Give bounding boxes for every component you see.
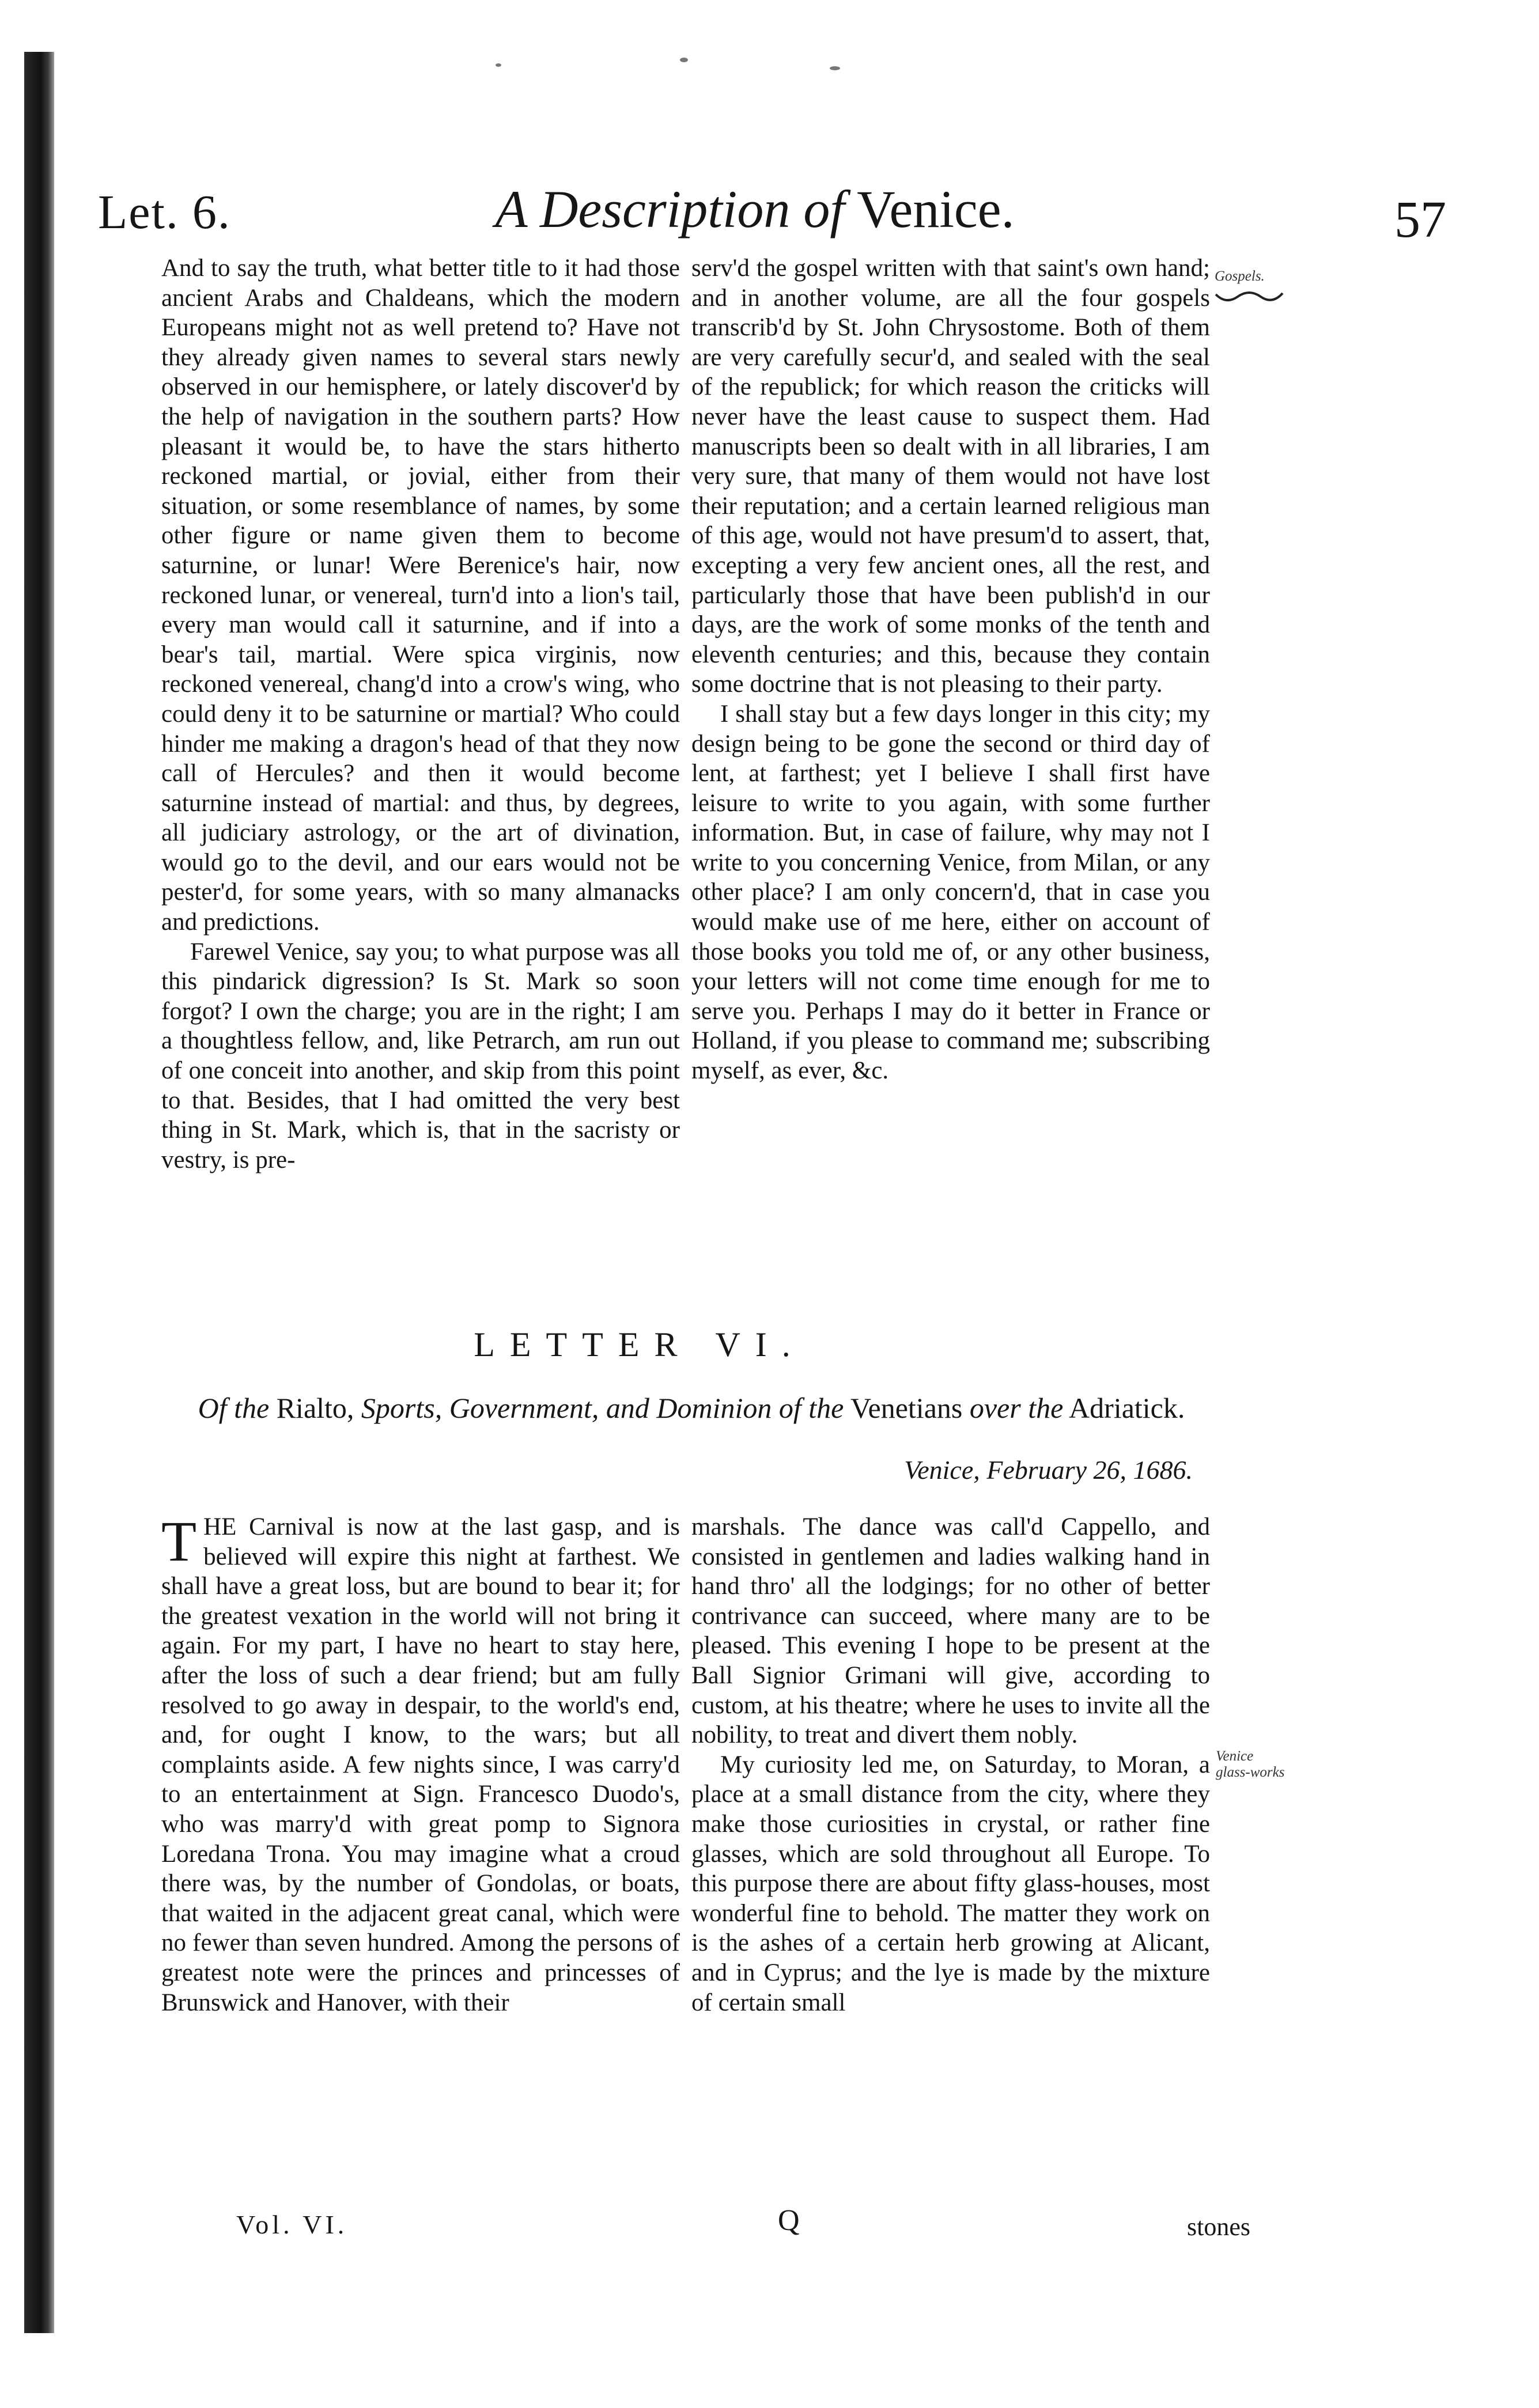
subject-part: Of the [198, 1392, 270, 1424]
paragraph: serv'd the gospel written with that saint's own hand; and in another volume, are all the four gospels transcrib'd by St. John Chrysostome. Both of them are very carefully secur'd, and sealed with the seal of the republick; for which reason the criticks will never have the least cause to suspect them. Had manuscripts been so dealt with in all libraries, I am very sure, that many of them would not have lost their reputation; and a certain learned religious man of this age, would not have presum'd to assert, that, excepting a very few ancient ones, all the rest, and particularly those that have been publish'd in our days, are the work of some monks of the tenth and eleventh centuries; and this, because they contain some doctrine that is not pleasing to their party. [691, 255, 1210, 698]
footer-signature: Q [778, 2204, 800, 2237]
subject-part: Sports, Government, and Dominion of the [361, 1392, 844, 1424]
page-number: 57 [1394, 191, 1446, 248]
margin-note-gospels: Gospels. [1215, 268, 1265, 284]
paragraph: Farewel Venice, say you; to what purpose was all this pindarick digression? Is St. Mark so soon forgot? I own the charge; you are in the right; I am a thoughtless fellow, and, like Petrarch, am run out of one conceit into another, and skip from this point to that. Besides, that I had omitted the very best thing in St. Mark, which is, that in the sacristy or vestry, is pre- [161, 938, 680, 1173]
letter-dateline: Venice, February 26, 1686. [904, 1455, 1193, 1485]
drop-cap: T [161, 1509, 197, 1573]
running-head-title [340, 179, 1170, 240]
book-page [98, 173, 1464, 2339]
running-head-title-roman: Venice. [857, 180, 1015, 238]
running-head [98, 173, 1464, 253]
ink-speck [496, 63, 501, 67]
paragraph: I shall stay but a few days longer in this city; my design being to be gone the second or third day of lent, at farthest; yet I believe I shall first have leisure to write to you again, with some further information. But, in case of failure, why may not I write to you concerning Venice, from Milan, or any other place? I am only concern'd, that in case you would make use of me here, either on account of those books you told me of, or any other business, your letters will not come time enough for me to serve you. Perhaps I may do it better in France or Holland, if you please to command me; subscribing myself, as ever, &c. [691, 700, 1210, 1085]
subject-part: Adriatick. [1069, 1392, 1185, 1424]
margin-flourish-icon [1215, 291, 1284, 306]
footer-volume: Vol. VI. [236, 2210, 348, 2239]
column-4 [691, 1512, 1210, 2017]
letter-heading: LETTER VI. [474, 1326, 806, 1364]
book-binding-shadow [24, 52, 54, 2333]
paragraph: My curiosity led me, on Saturday, to Moran, a place at a small distance from the city, where they make those curiosities in crystal, or rather fine glasses, which are sold throughout all Europe. To this purpose there are about fifty glass-houses, most wonderful fine to behold. The matter they work on is the ashes of a certain herb growing at Alicant, and in Cyprus; and the lye is made by the mixture of certain small [691, 1751, 1210, 2016]
column-2 [691, 253, 1210, 1086]
paragraph: And to say the truth, what better title to it had those ancient Arabs and Chaldeans, which the modern Europeans might not as well pretend to? Have not they already given names to several stars newly observed in our hemisphere, or lately discover'd by the help of navigation in the southern parts? How pleasant it would be, to have the stars hitherto reckoned martial, or jovial, either from their situation, or some resemblance of names, by some other figure or name given them to become saturnine, or lunar! Were Berenice's hair, now reckoned lunar, or venereal, turn'd into a lion's tail, every man would call it saturnine, and if into a bear's tail, martial. Were spica virginis, now reckoned venereal, chang'd into a crow's wing, who could deny it to be saturnine or martial? Who could hinder me making a dragon's head of that they now call of Hercules? and then it would become saturnine instead of martial: and thus, by degrees, all judiciary astrology, or the art of divination, would go to the devil, and our ears would not be pester'd, for some years, with so many almanacks and predictions. [161, 255, 680, 936]
paragraph: HE Carnival is now at the last gasp, and is believed will expire this night at farthest. We shall have a great loss, but are bound to bear it; for the greatest vexation in the world will not bring it again. For my part, I have no heart to stay here, after the loss of such a dear friend; but am fully resolved to go away in despair, to the world's end, and, for ought I know, to the wars; but all complaints aside. A few nights since, I was carry'd to an entertainment at Sign. Francesco Duodo's, who was marry'd with great pomp to Signora Loredana Trona. You may imagine what a croud there was, by the number of Gondolas, or boats, that waited in the adjacent great canal, which were no fewer than seven hundred. Among the persons of greatest note were the princes and princesses of Brunswick and Hanover, with their [161, 1513, 680, 2016]
margin-note-venice-glass: Venice glass-works [1216, 1748, 1285, 1780]
running-head-letter: Let. 6. [98, 185, 231, 239]
letter-subject [173, 1391, 1210, 1425]
subject-part: over the [969, 1392, 1064, 1424]
column-1 [161, 253, 680, 1175]
subject-part: Rialto, [276, 1392, 354, 1424]
running-head-title-italic: A Description of [495, 180, 845, 238]
column-3 [161, 1509, 680, 2017]
ink-speck [680, 58, 688, 62]
subject-part: Venetians [850, 1392, 963, 1424]
ink-speck [830, 66, 840, 70]
footer-catchword: stones [1187, 2213, 1250, 2241]
paragraph: marshals. The dance was call'd Cappello, and consisted in gentlemen and ladies walking hand in hand thro' all the lodgings; for no other of better contrivance can succeed, where many are to be pleased. This evening I hope to be present at the Ball Signior Grimani will give, according to custom, at his theatre; where he uses to invite all the nobility, to treat and divert them nobly. [691, 1513, 1210, 1749]
